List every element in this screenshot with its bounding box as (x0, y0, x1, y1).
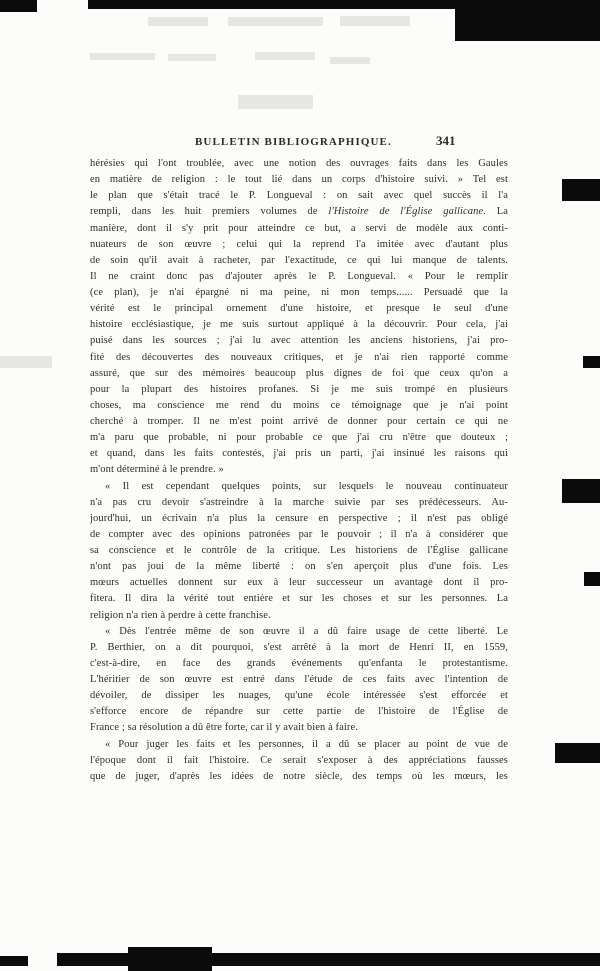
text-run: hérésies qui l'ont troublée, avec une notion des ouvrages faits dans les Gaules (90, 158, 508, 169)
text-block (90, 156, 508, 785)
text-line (90, 543, 508, 559)
text-line (90, 575, 508, 591)
text-line (90, 656, 508, 672)
text-line (90, 430, 508, 446)
scan-artifact-mark (562, 179, 600, 201)
text-run: rempli, dans les huit premiers volumes de (90, 206, 329, 218)
scan-artifact-mark (0, 0, 37, 12)
text-line (90, 608, 508, 624)
text-run: que de juger, d'après les idées de notre siècle, des temps où les mœurs, les (90, 770, 508, 782)
text-line (90, 672, 508, 688)
text-run: mœurs actuelles donnent sur eux à leur successeur un avantage dont il pro- (90, 577, 508, 589)
scan-smudge (0, 356, 52, 368)
scan-smudge (90, 53, 155, 60)
text-run: vérité est le principal ornement d'une histoire, et presque le seul d'une (90, 303, 508, 315)
text-line (90, 172, 508, 188)
text-line (90, 301, 508, 317)
text-line (90, 737, 508, 753)
text-run: choses, ma conscience me rend du moins ce témoignage que je n'ai point (90, 399, 508, 411)
text-run: de compter avec des opinions patronées par le pouvoir ; il n'a à considérer que (90, 528, 508, 540)
text-line (90, 317, 508, 333)
text-line (90, 688, 508, 704)
text-line (90, 495, 508, 511)
scan-artifact-mark (584, 572, 600, 586)
text-run: « Dès l'entrée même de son œuvre il a dû faire usage de cette liberté. Le (105, 625, 508, 637)
scan-smudge (255, 52, 315, 60)
text-line (90, 527, 508, 543)
text-run: sa conscience et le contrôle de la critique. Les historiens de l'Église gallicane (90, 545, 508, 556)
text-line (90, 559, 508, 575)
text-run: histoire ecclésiastique, je me suis surtout appliqué à la découvrir. Pour cela, j'ai (90, 319, 508, 331)
text-line (90, 398, 508, 414)
text-line (90, 511, 508, 527)
text-line (90, 591, 508, 607)
text-run: puisé dans les sources ; j'ai lu avec attention les anciens historiens, j'ai pro- (90, 335, 508, 347)
scan-artifact-mark (0, 956, 28, 966)
scan-artifact-mark (555, 743, 600, 763)
scan-smudge (340, 16, 410, 26)
text-run: « Pour juger les faits et les personnes, il a dû se placer au point de vue de (105, 738, 508, 750)
text-run: nuateurs de son œuvre ; celui qui la reprend l'a imitée avec d'autant plus (90, 238, 508, 250)
text-line (90, 285, 508, 301)
scan-smudge (168, 54, 216, 61)
scan-smudge (148, 17, 208, 26)
scan-smudge (330, 57, 370, 64)
text-line (90, 366, 508, 382)
text-run: l'époque dont il fait l'histoire. Ce serait s'exposer à des appréciations fausses (90, 754, 508, 766)
text-run: m'a paru que probable, ni pour probable ce que j'ai cru n'être que douteux ; (90, 432, 508, 444)
text-run: religion n'a rien à perdre à cette franchise. (90, 609, 271, 621)
text-line (90, 237, 508, 253)
text-line (90, 446, 508, 462)
text-line (90, 253, 508, 269)
scan-artifact-mark (583, 356, 600, 368)
text-line (90, 462, 508, 478)
text-line (90, 640, 508, 656)
text-run: et quand, dans les faits contestés, j'ai pris un parti, j'ai insinué les raisons qui (90, 448, 508, 460)
text-line (90, 156, 508, 172)
running-header-title: BULLETIN BIBLIOGRAPHIQUE. (195, 136, 392, 148)
italic-text: l'Histoire de l'Église gallicane (328, 206, 484, 218)
text-run: m'ont déterminé à le prendre. » (90, 464, 224, 476)
text-run: le plan que s'était tracé le P. Longueval : on sait avec quel succès il l'a (90, 190, 508, 202)
text-run: jourd'hui, un écrivain n'a plus la censure en perspective ; il n'est pas obligé (90, 512, 508, 524)
text-line (90, 188, 508, 204)
text-line (90, 704, 508, 720)
text-run: L'héritier de son œuvre est entré dans l'étude de ces faits avec l'intention de (90, 674, 508, 685)
text-line (90, 221, 508, 237)
text-line (90, 624, 508, 640)
text-line (90, 753, 508, 769)
text-run: fité des découvertes des nouveaux critiques, et je n'ai rien rapporté comme (90, 351, 508, 363)
scan-smudge (238, 95, 313, 109)
text-run: cherché à tromper. Il ne m'est point arrivé de donner pour certain ce qui ne (90, 416, 508, 427)
text-line (90, 479, 508, 495)
text-line (90, 414, 508, 430)
text-run: s'efforce encore de répandre sur cette partie de l'histoire de l'Église de (90, 706, 508, 718)
text-line (90, 350, 508, 366)
text-line (90, 382, 508, 398)
text-run: de soin qu'il avait à racheter, par l'exactitude, ce qui lui manque de talents. (90, 254, 508, 266)
scan-artifact-mark (562, 479, 600, 503)
text-run: France ; sa résolution a dû être forte, car il y avait bien à faire. (90, 722, 359, 734)
scan-smudge (228, 17, 323, 26)
text-run: « Il est cependant quelques points, sur lesquels le nouveau continuateur (105, 480, 508, 492)
text-run: assuré, que sur des mémoires beaucoup plus dignes de foi que ceux qu'on a (90, 367, 508, 379)
text-run: manière, dont il s'y prit pour atteindre ce but, a servi de modèle aux conti- (90, 222, 508, 234)
text-run: Il ne craint donc pas d'ajouter après le P. Longueval. « Pour le remplir (90, 270, 508, 282)
scan-artifact-mark (128, 947, 212, 971)
text-run: . La (483, 206, 508, 218)
text-line (90, 204, 508, 220)
text-run: c'est-à-dire, en face des grands événements qu'enfanta le protestantisme. (90, 657, 508, 669)
text-run: dévoiler, de dissiper les nuages, qu'une école intéressée s'est efforcée et (90, 690, 508, 702)
text-line (90, 333, 508, 349)
text-run: n'a pas cru devoir s'astreindre à la marche suivie par ses prédécesseurs. Au- (90, 496, 508, 508)
text-line (90, 720, 508, 736)
text-run: fitera. Il dira la vérité tout entière et sur les choses et sur les personnes. La (90, 593, 508, 605)
text-run: n'ont pas joui de la même liberté : on s'en aperçoit plus d'une fois. Les (90, 561, 508, 573)
text-run: P. Berthier, on a dit pourquoi, s'est arrêté à la mort de Henri II, en 1559, (90, 641, 508, 653)
text-run: (ce plan), je n'ai épargné ni ma peine, ni mon temps...... Persuadé que la (90, 287, 508, 298)
text-run: pour la plupart des histoires profanes. Si je me suis trompé en plusieurs (90, 383, 508, 395)
page-number: 341 (436, 133, 456, 148)
text-line (90, 769, 508, 785)
scan-artifact-mark (455, 8, 600, 41)
text-line (90, 269, 508, 285)
text-run: en matière de religion : le tout lié dans un corps d'histoire suivi. » Tel est (90, 174, 508, 186)
